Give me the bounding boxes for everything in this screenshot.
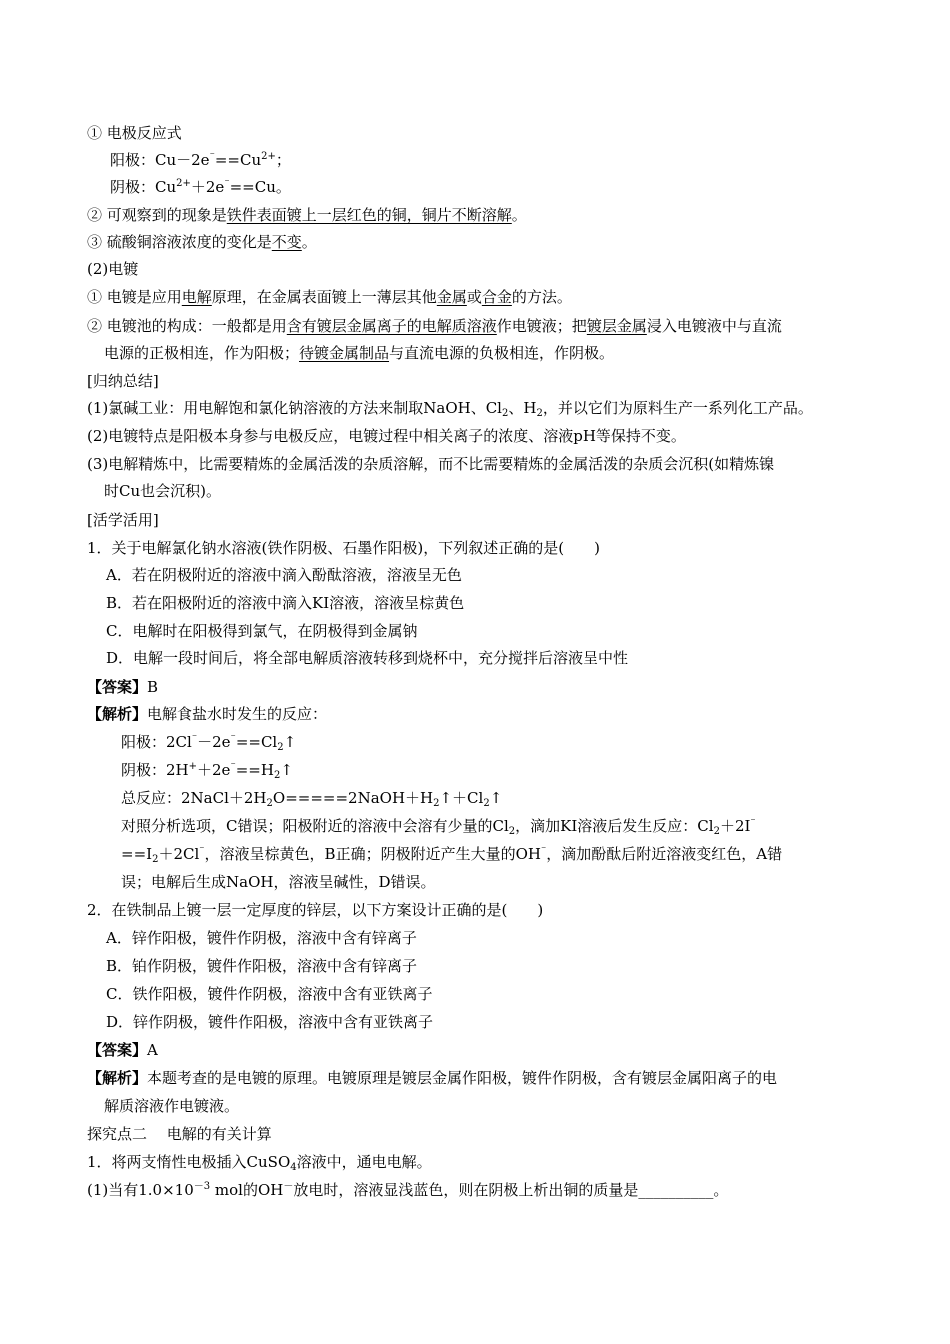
q1-total-eq: 总反应：$2NaCl+2H_2O=====2NaOH+H_2↑+Cl_2↑$ — [121, 789, 503, 809]
electroplating-item1: ① 电镀是应用电解原理，在金属表面镀上一薄层其他金属或合金的方法。 — [87, 288, 572, 306]
q1-explanation-2: $==I_2+2Cl^{^-}$，溶液呈棕黄色，B正确；阴极附近产生大量的OH⁻，滴加酚酞后附近溶液变红色，A错 — [121, 845, 783, 865]
explore-sub1: (1)当有$1.0\times 10^{-3}$ mol的OH－放电时，溶液显浅蓝色，则在阴极上析出铜的质量是__________。 — [87, 1181, 729, 1199]
q2-option-b: B．铂作阴极，镀件作阳极，溶液中含有锌离子 — [106, 957, 418, 975]
q2-option-c: C．铁作阳极，镀件作阴极，溶液中含有亚铁离子 — [106, 985, 433, 1003]
q1-analysis: 【解析】电解食盐水时发生的反应： — [87, 705, 328, 723]
answer-blank[interactable]: __________ — [638, 1181, 714, 1199]
q1-option-b: B．若在阳极附近的溶液中滴入KI溶液，溶液呈棕黄色 — [106, 594, 465, 612]
explore-title: 探究点二 电解的有关计算 — [87, 1125, 272, 1143]
q2-option-a: A．锌作阳极，镀件作阴极，溶液中含有锌离子 — [106, 929, 417, 947]
q1-stem: 1．关于电解氯化钠水溶液(铁作阴极、石墨作阳极)，下列叙述正确的是( ) — [87, 539, 600, 557]
cathode-equation: 阴极：$Cu^{2+}+2e^{^-}==Cu$。 — [110, 178, 291, 196]
q2-analysis-cont: 解质溶液作电镀液。 — [104, 1097, 240, 1115]
q1-anode-eq: 阳极：$2Cl^{^-}-2e^{^-}==Cl_2↑$ — [121, 733, 297, 753]
summary-title: [归纳总结] — [87, 372, 159, 390]
anode-equation: 阳极：$Cu-2e^{^-}==Cu^{2+}$； — [110, 151, 291, 169]
q1-explanation-3: 误；电解后生成NaOH，溶液呈碱性，D错误。 — [121, 873, 436, 891]
q2-stem: 2．在铁制品上镀一层一定厚度的锌层，以下方案设计正确的是( ) — [87, 901, 544, 919]
q2-option-d: D．锌作阴极，镀件作阳极，溶液中含有亚铁离子 — [106, 1013, 434, 1031]
q2-answer: 【答案】A — [87, 1041, 158, 1059]
item3-concentration: ③ 硫酸铜溶液浓度的变化是不变。 — [87, 233, 317, 251]
summary-p1: (1)氯碱工业：用电解饱和氯化钠溶液的方法来制取NaOH、$Cl_2$、$H_2$，并以它们为原料生产一系列化工产品。 — [87, 399, 813, 419]
q1-option-a: A．若在阴极附近的溶液中滴入酚酞溶液，溶液呈无色 — [106, 566, 462, 584]
summary-p2: (2)电镀特点是阳极本身参与电极反应，电镀过程中相关离子的浓度、溶液pH等保持不变。 — [87, 427, 686, 445]
explore-q1: 1．将两支惰性电极插入CuSO$_4$溶液中，通电电解。 — [87, 1153, 432, 1173]
q1-explanation-1: 对照分析选项，C错误；阳极附近的溶液中会溶有少量的$Cl_2$，滴加KI溶液后发生反应：$Cl_2+2I^{^-}$ — [121, 817, 756, 837]
item2-phenomenon: ② 可观察到的现象是铁件表面镀上一层红色的铜，铜片不断溶解。 — [87, 206, 527, 224]
practice-title: [活学活用] — [87, 511, 159, 529]
q1-option-d: D．电解一段时间后，将全部电解质溶液转移到烧杯中，充分搅拌后溶液呈中性 — [106, 649, 629, 667]
q1-cathode-eq: 阴极：$2H^++2e^{^-}==H_2↑$ — [121, 761, 293, 781]
q1-option-c: C．电解时在阳极得到氯气，在阴极得到金属钠 — [106, 622, 418, 640]
summary-p3: (3)电解精炼中，比需要精炼的金属活泼的杂质溶解，而不比需要精炼的金属活泼的杂质会沉积(如精炼镍 — [87, 455, 775, 473]
electroplating-title: (2)电镀 — [87, 260, 139, 278]
item1-title: ① 电极反应式 — [87, 124, 182, 142]
electroplating-item2-cont: 电源的正极相连，作为阳极；待镀金属制品与直流电源的负极相连，作阴极。 — [104, 344, 615, 362]
electroplating-item2: ② 电镀池的构成：一般都是用含有镀层金属离子的电解质溶液作电镀液；把镀层金属浸入电镀液中与直流 — [87, 317, 782, 335]
summary-p3-cont: 时Cu也会沉积)。 — [104, 482, 221, 500]
q1-answer: 【答案】B — [87, 678, 159, 696]
q2-analysis: 【解析】本题考查的是电镀的原理。电镀原理是镀层金属作阳极，镀件作阴极，含有镀层金属阳离子的电 — [87, 1069, 778, 1087]
